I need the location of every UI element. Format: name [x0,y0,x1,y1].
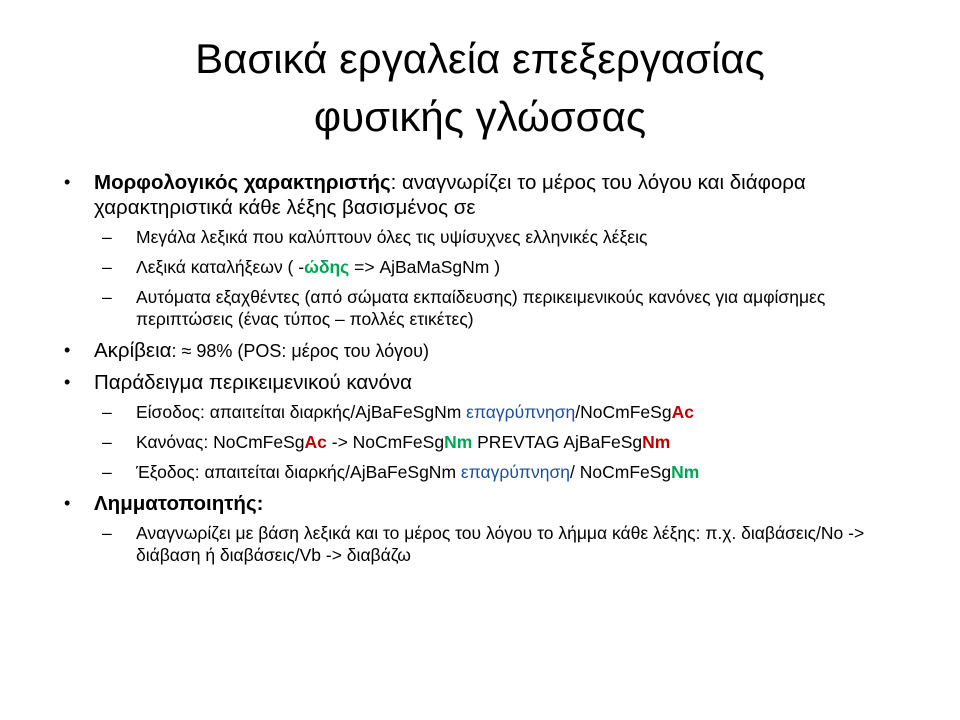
tag-highlight: Nm [642,432,671,452]
word-highlight: επαγρύπνηση [466,402,576,422]
dash-icon: – [102,462,112,482]
word-highlight: επαγρύπνηση [460,462,571,482]
slide-content [58,170,908,574]
bullet-text: : αναγνωρίζει το μέρος του λόγου και διάφορα χαρακτηριστικά κάθε λέξης βασισμένος σε [94,171,806,219]
dash-icon: – [102,402,112,422]
bullet-icon: • [64,340,71,360]
slide-title [60,30,900,146]
tag-highlight: Ac [304,432,327,452]
bullet-bold-label: Μορφολογικός χαρακτηριστής [94,171,391,194]
bullet-morphological-tagger [58,170,908,220]
bullet-icon: • [64,493,71,513]
bullet-rule-example [58,370,908,395]
sub-bullet-text: Είσοδος: απαιτείται διαρκής/AjBaFeSgNm [136,402,467,422]
bullet-accuracy [58,338,908,364]
bullet-icon: • [64,172,71,192]
sub-bullet-text: Αναγνωρίζει με βάση λεξικά και το μέρος του λόγου το λήμμα κάθε λέξης: π.χ. διαβάσεις/No -> διάβαση ή διαβάσεις/Vb -> διαβάζω [136,523,865,565]
bullet-lemmatizer [58,491,908,516]
bullet-text: : [256,492,264,515]
sub-bullet-text: Μεγάλα λεξικά που καλύπτουν όλες τις υψίσυχνες ελληνικές λέξεις [136,227,648,247]
sub-bullet-text: Κανόνας: NoCmFeSg [136,432,305,452]
dash-icon: – [102,227,112,247]
sub-bullet-text: Λεξικά καταλήξεων ( - [136,257,305,277]
title-line-2: φυσικής γλώσσας [313,93,647,140]
sub-bullet-text: Έξοδος: απαιτείται διαρκής/AjBaFeSgNm [136,462,461,482]
tag-highlight: Ac [671,402,694,422]
dash-icon: – [102,257,112,277]
sub-bullet-lemma-description [58,522,908,566]
sub-bullet-suffix-lexicons [58,256,908,278]
dash-icon: – [102,287,112,307]
bullet-label: Ακρίβεια [94,339,172,362]
sub-bullet-text: => AjBaMaSgNm ) [349,257,501,277]
bullet-bold-label: Λημματοποιητής [94,492,257,515]
bullet-label: Παράδειγμα περικειμενικού κανόνα [94,371,412,394]
dash-icon: – [102,432,112,452]
sub-bullet-text: Αυτόματα εξαχθέντες (από σώματα εκπαίδευσης) περικειμενικούς κανόνες για αμφίσημες περιπτώσεις (ένας τύπος – πολλές ετικέτες) [136,287,826,329]
sub-bullet-text: -> NoCmFeSg [326,432,445,452]
title-line-1: Βασικά εργαλεία επεξεργασίας [195,35,765,82]
sub-bullet-input [58,401,908,423]
sub-bullet-output [58,461,908,483]
sub-bullet-dictionaries [58,226,908,248]
sub-bullet-text: / NoCmFeSg [570,462,672,482]
tag-highlight: Nm [671,462,700,482]
sub-bullet-text: PREVTAG AjBaFeSg [472,432,643,452]
bullet-text: : ≈ 98% (POS: μέρος του λόγου) [171,341,430,361]
sub-bullet-text: /NoCmFeSg [575,402,672,422]
sub-bullet-rule [58,431,908,453]
suffix-highlight: ώδης [304,257,350,277]
sub-bullet-contextual-rules [58,286,908,330]
dash-icon: – [102,523,112,543]
bullet-icon: • [64,372,71,392]
tag-highlight: Nm [444,432,473,452]
